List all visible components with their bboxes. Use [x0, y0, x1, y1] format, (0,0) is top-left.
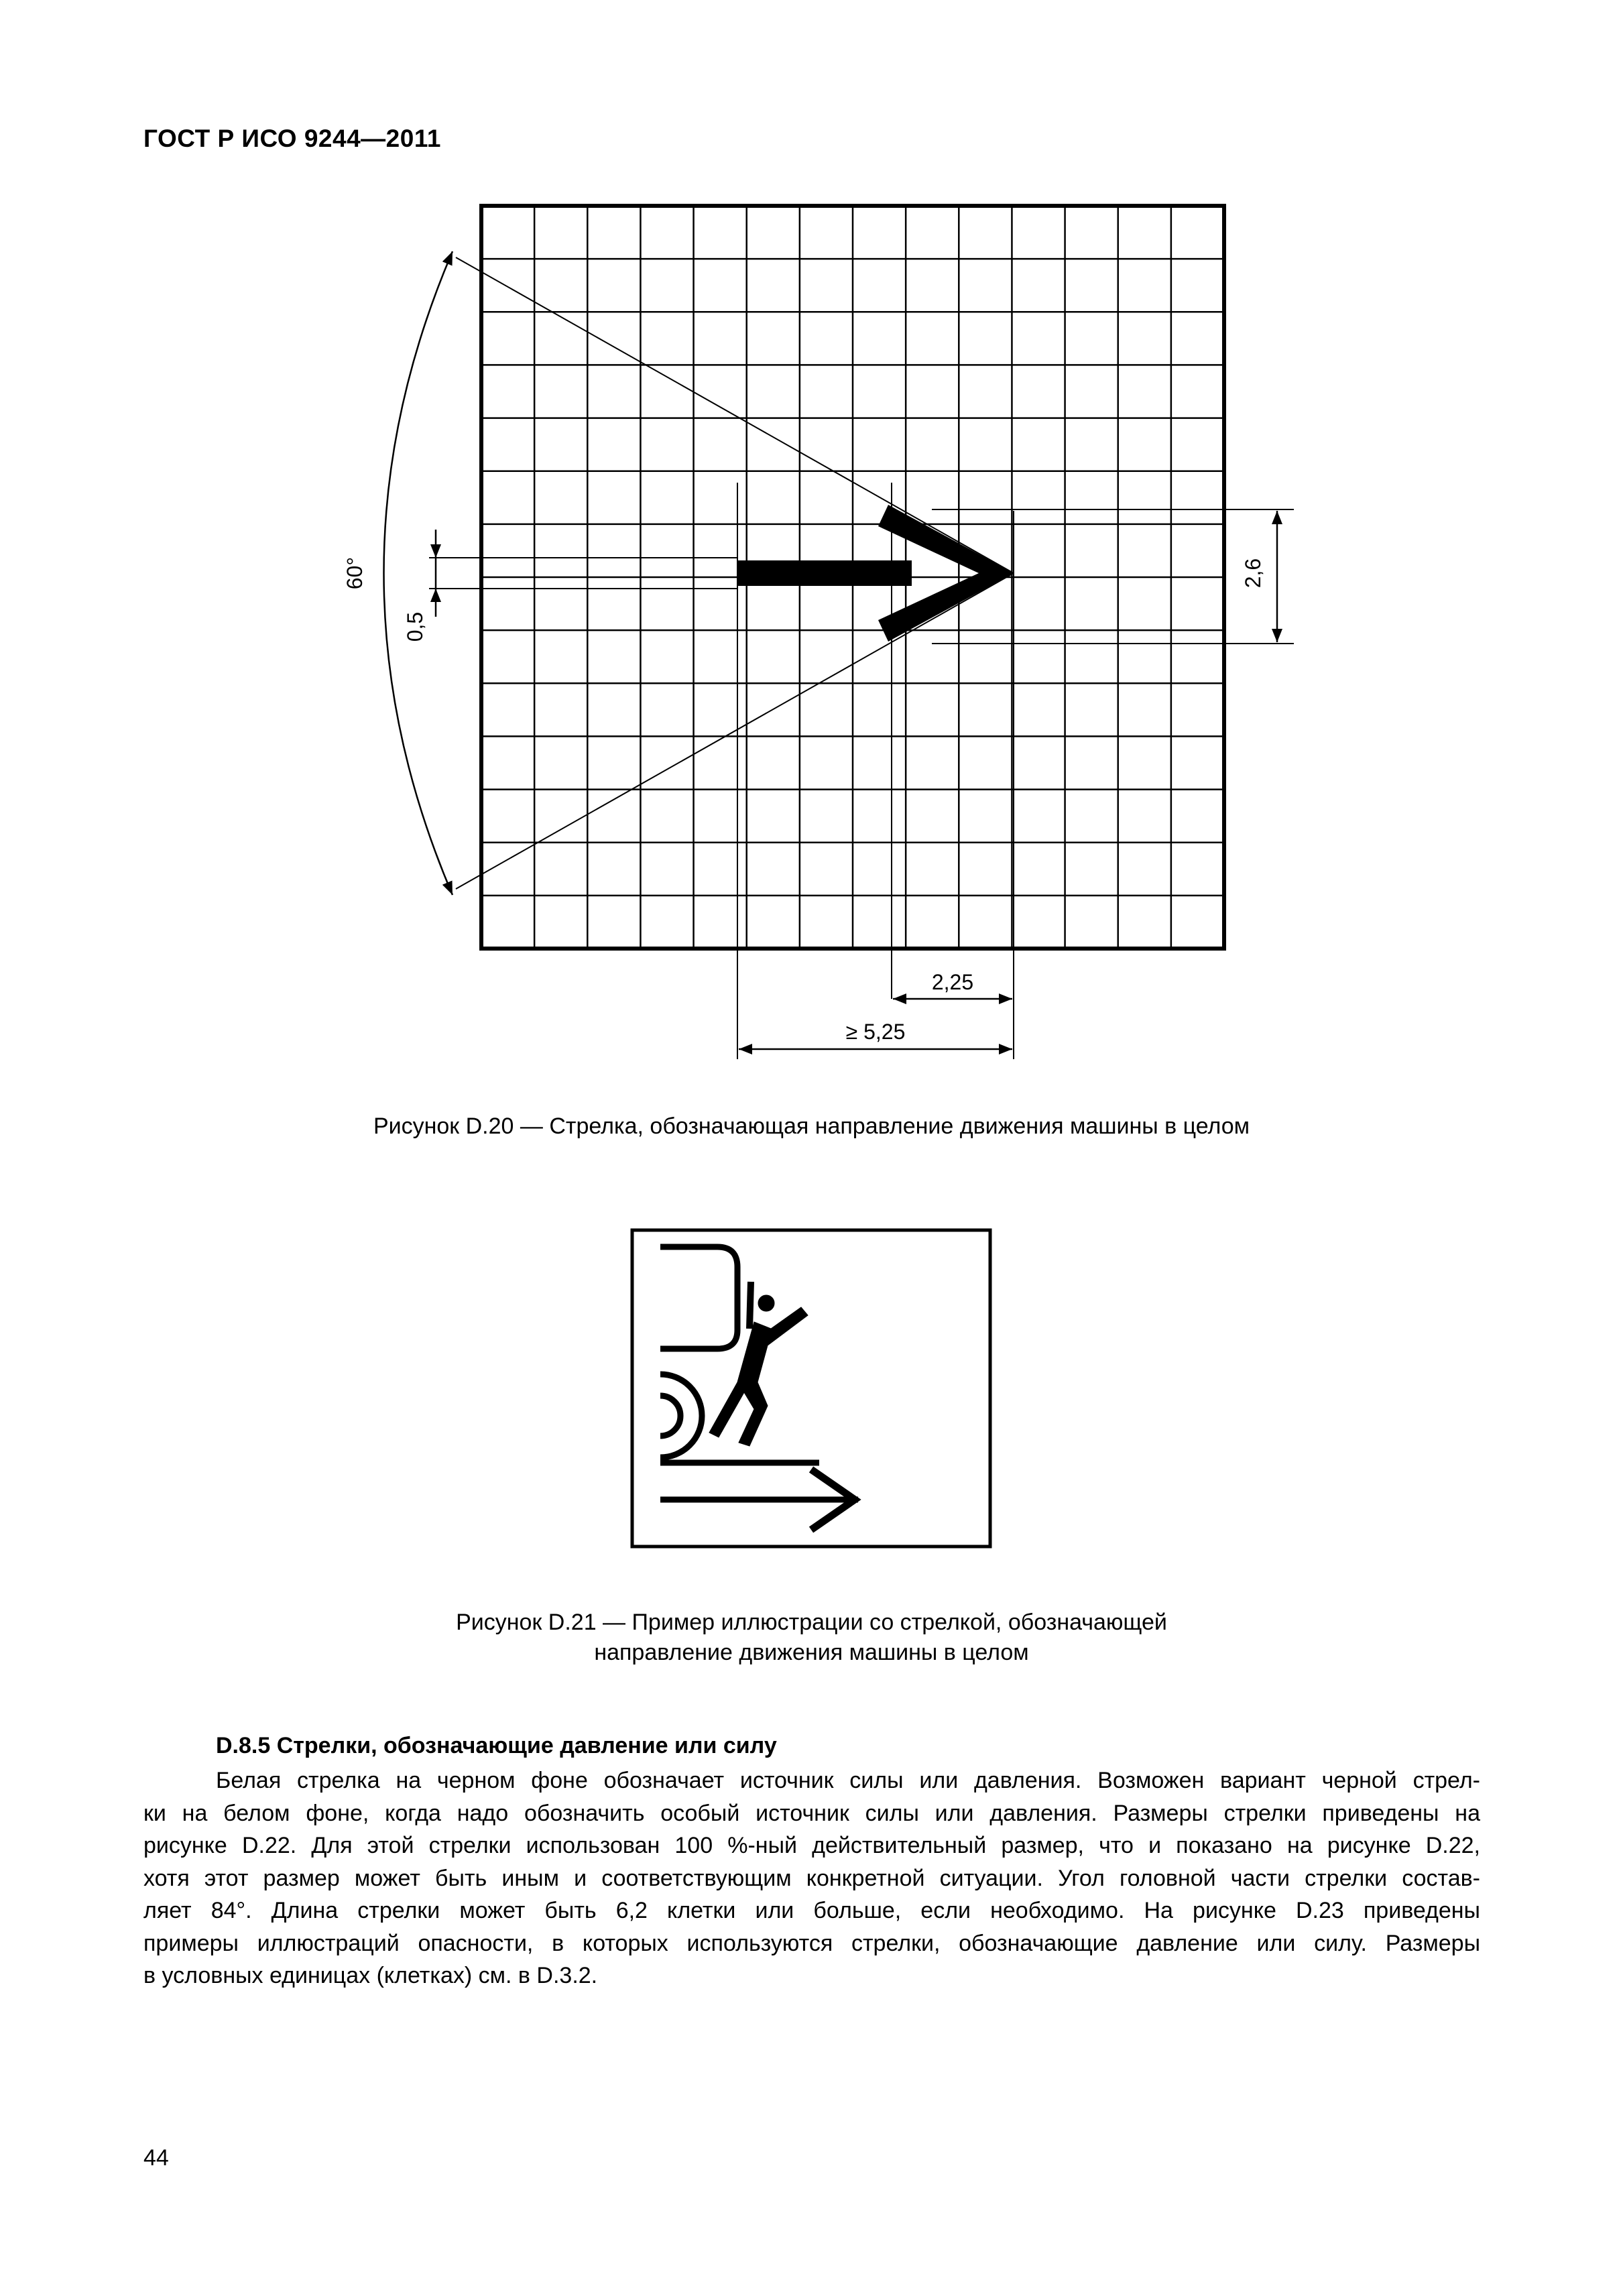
body-line: хотя этот размер может быть иным и соответствующим конкретной ситуации. Угол головной части стрелки состав- [143, 1865, 1480, 1891]
direction-arrow [737, 505, 1014, 642]
head-height-label: 2,6 [1241, 558, 1265, 589]
figure-d21-caption-line1: Рисунок D.21 — Пример иллюстрации со стрелкой, обозначающей [456, 1610, 1167, 1635]
body-line: рисунке D.22. Для этой стрелки использован 100 %-ный действительный размер, что и показано на рисунке D.22, [143, 1833, 1480, 1858]
shaft-label: 0,5 [403, 611, 427, 642]
figure-d20-diagram [0, 0, 1623, 1106]
figure-d20-caption: Рисунок D.20 — Стрелка, обозначающая направление движения машины в целом [373, 1113, 1250, 1139]
body-line: ляет 84°. Длина стрелки может быть 6,2 клетки или больше, если необходимо. На рисунке D.23 приведены [143, 1898, 1480, 1923]
document-header: ГОСТ Р ИСО 9244—2011 [143, 125, 441, 152]
figure-d21-caption-line2: направление движения машины в целом [594, 1640, 1029, 1665]
construction-lines [429, 257, 1294, 1059]
body-line: в условных единицах (клетках) см. в D.3.2. [143, 1963, 598, 1988]
page-number: 44 [143, 2145, 169, 2171]
section-title: D.8.5 Стрелки, обозначающие давление или силу [216, 1733, 777, 1758]
total-length-label: ≥ 5,25 [845, 1020, 906, 1044]
angle-arc [384, 251, 453, 895]
angle-label: 60° [343, 556, 367, 590]
body-line: ки на белом фоне, когда надо обозначить особый источник силы или давления. Размеры стрелки приведены на [143, 1800, 1480, 1826]
section-body [143, 1764, 1480, 1992]
head-length-label: 2,25 [931, 970, 974, 994]
body-line: Белая стрелка на черном фоне обозначает источник силы или давления. Возможен вариант черной стрел- [216, 1768, 1480, 1793]
figure-d21-pictogram [630, 1228, 992, 1549]
body-line: примеры иллюстраций опасности, в которых используются стрелки, обозначающие давление или силу. Размеры [143, 1930, 1480, 1956]
